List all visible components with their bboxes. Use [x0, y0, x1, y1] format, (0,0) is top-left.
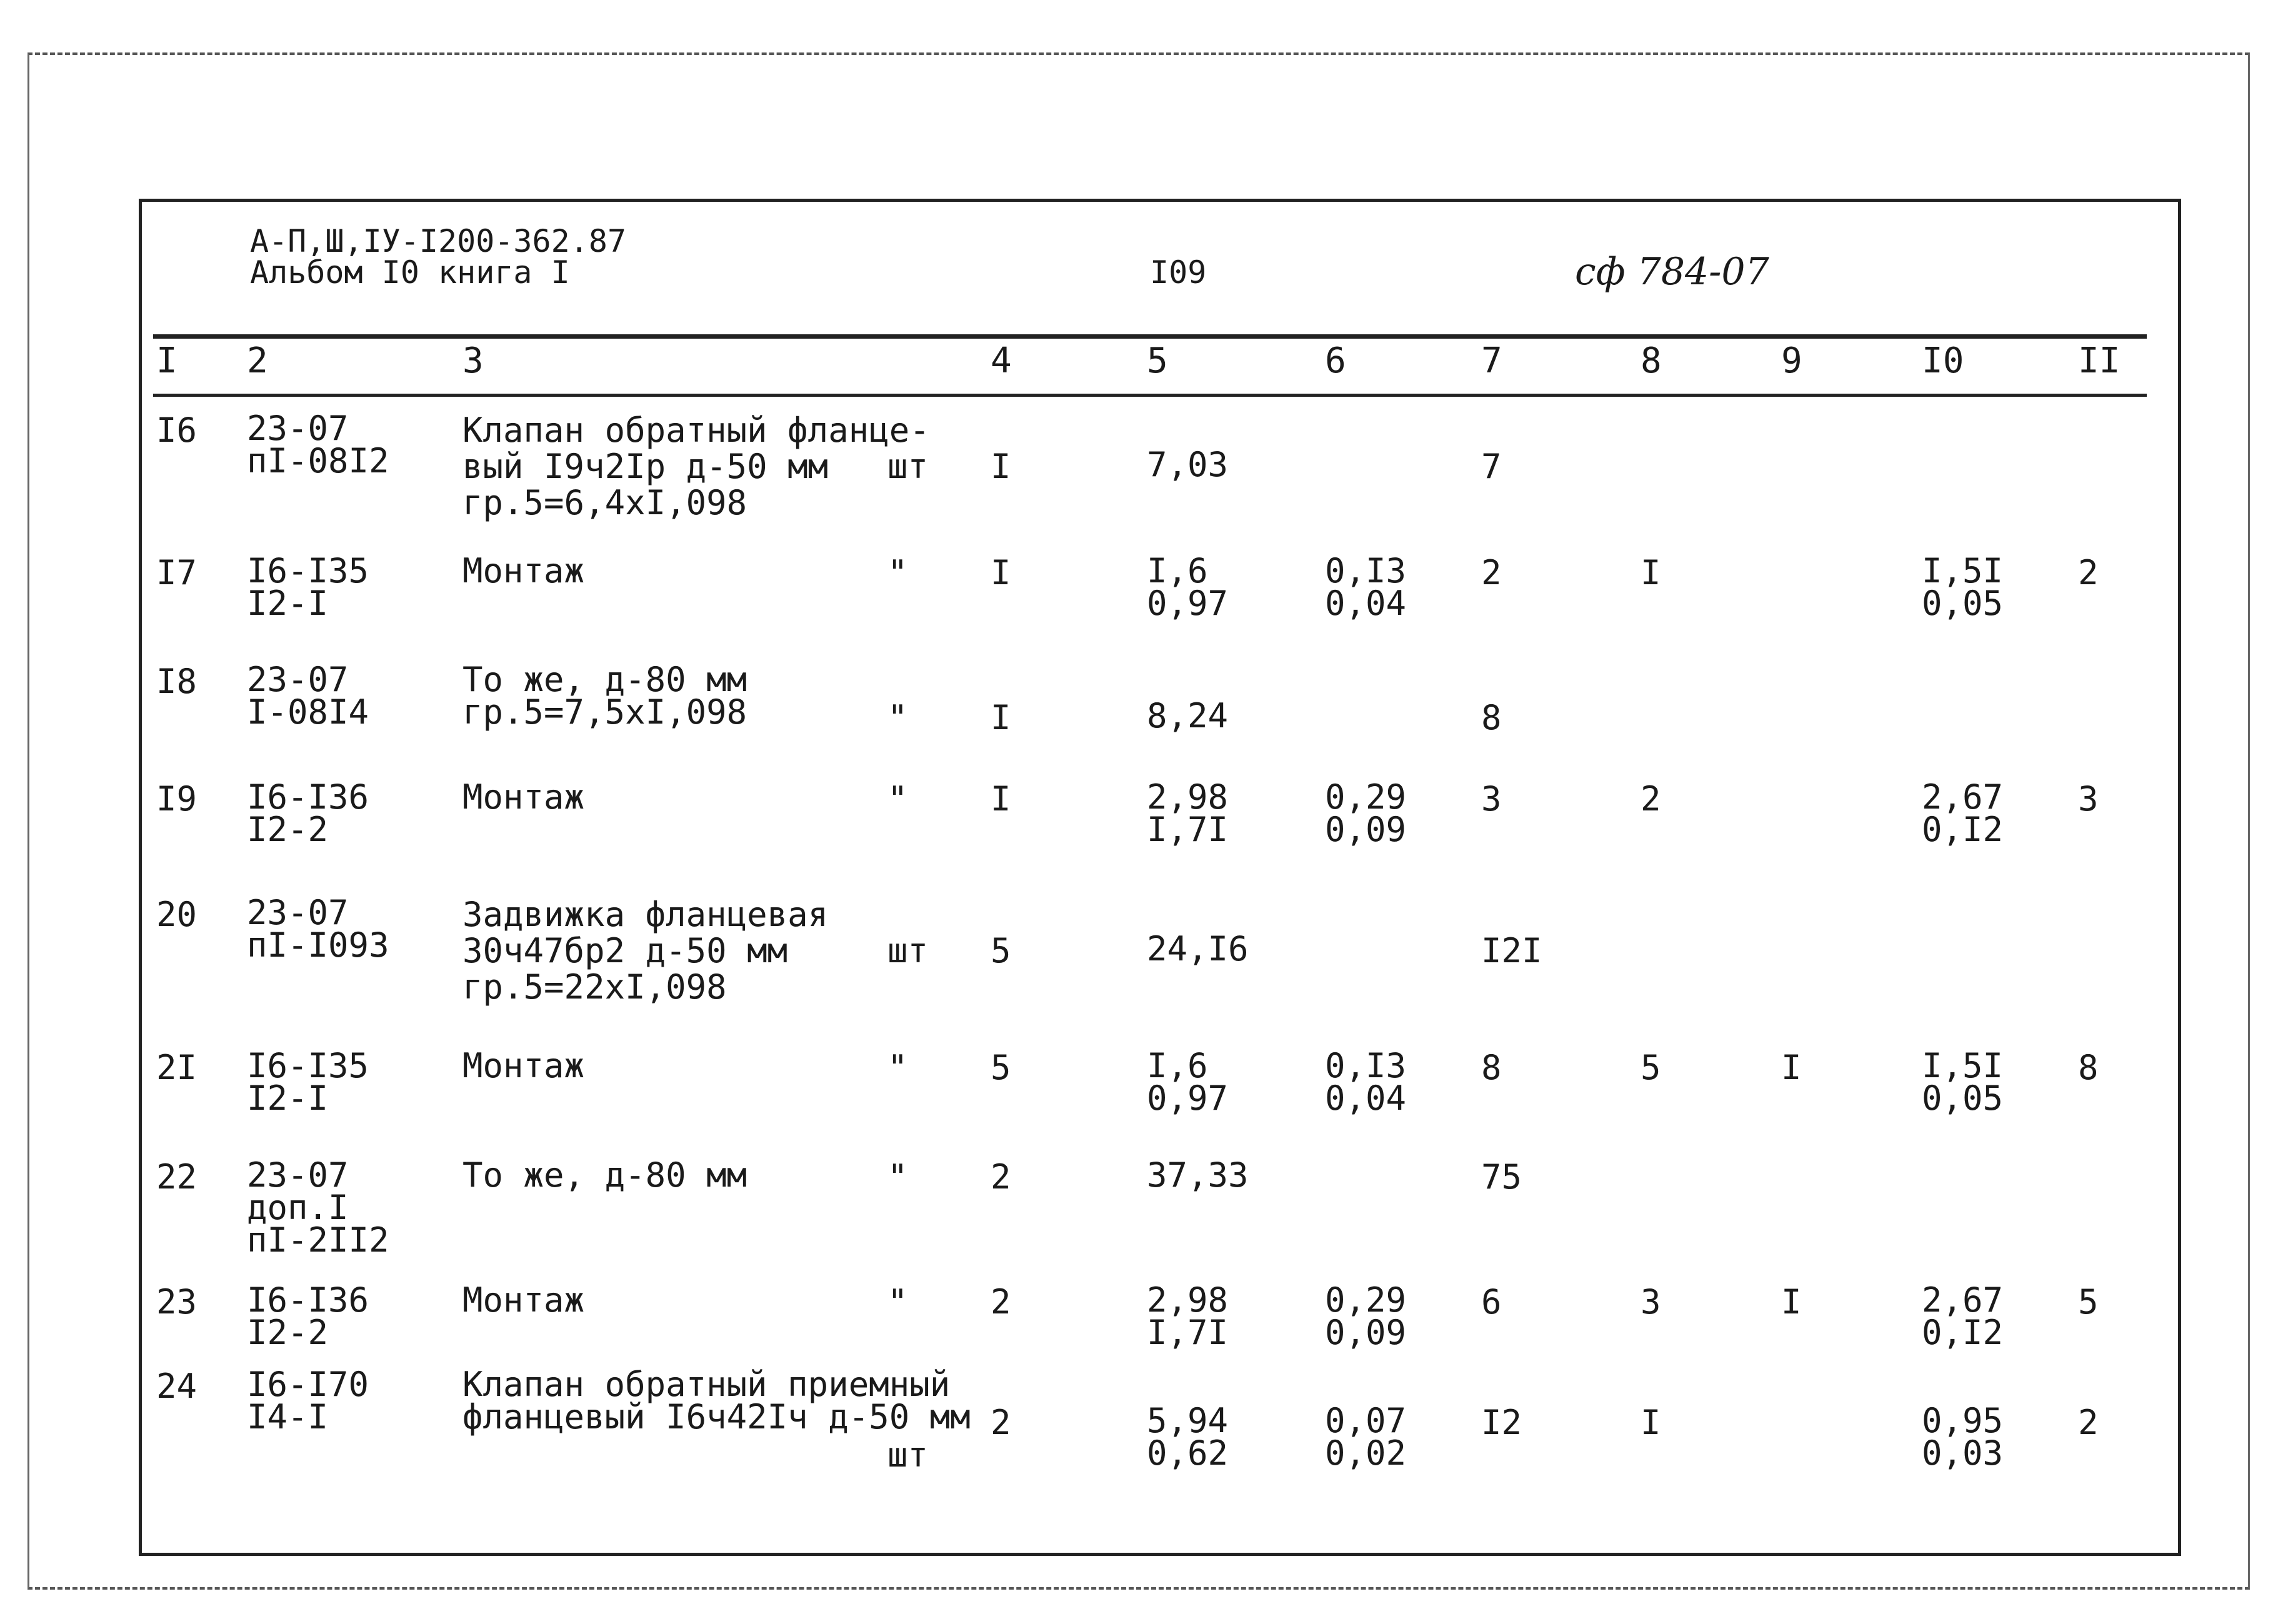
cell-c2-line: доп.I: [247, 1188, 349, 1227]
cell-c6-line: 0,04: [1325, 1079, 1407, 1118]
header-rule: [153, 334, 2147, 339]
cell-c7: 3: [1481, 779, 1502, 819]
cell-c3-line: Монтаж: [462, 1046, 585, 1085]
album-book: Альбом I0 книга I: [250, 254, 570, 291]
cell-c7: 8: [1481, 1048, 1502, 1087]
cell-c7: I2: [1481, 1403, 1522, 1442]
cell-c7: 8: [1481, 698, 1502, 737]
cell-c4: I: [991, 779, 1011, 819]
cell-c5-line: I,6: [1147, 551, 1208, 590]
column-header-3: 3: [462, 341, 484, 381]
cell-c1: 2I: [156, 1048, 197, 1087]
cell-c1: 23: [156, 1282, 197, 1322]
cell-c6-line: 0,04: [1325, 584, 1407, 623]
cell-c1: 22: [156, 1157, 197, 1197]
cell-c4: 5: [991, 1048, 1011, 1087]
cell-c3-line: вый I9ч2Iр д-50 мм: [462, 447, 829, 486]
cell-c4: I: [991, 698, 1011, 737]
column-header-11: II: [2078, 341, 2121, 381]
column-header-8: 8: [1641, 341, 1662, 381]
cell-c2-line: 23-07: [247, 409, 349, 448]
cell-c8: 5: [1641, 1048, 1661, 1087]
cell-c3-line: Монтаж: [462, 551, 585, 590]
cell-c3-line: Клапан обратный приемный: [462, 1365, 951, 1404]
page-number: I09: [1150, 254, 1207, 291]
column-header-10: I0: [1922, 341, 1964, 381]
cell-c10-line: 0,95: [1922, 1401, 2004, 1440]
cell-c11: 2: [2078, 553, 2099, 592]
cell-unit: ": [887, 698, 908, 737]
cell-c3-line: гр.5=6,4хI,098: [462, 483, 747, 522]
cell-c6-line: 0,09: [1325, 1313, 1407, 1352]
cell-c3-line: Монтаж: [462, 777, 585, 817]
cell-c2-line: I4-I: [247, 1397, 329, 1437]
cell-c9: I: [1781, 1048, 1802, 1087]
cell-c11: 3: [2078, 779, 2099, 819]
cell-c3-line: фланцевый I6ч42Iч д-50 мм: [462, 1397, 971, 1437]
cell-c5-line: 5,94: [1147, 1401, 1229, 1440]
cell-c7: I2I: [1481, 931, 1542, 970]
cell-unit: ": [887, 1282, 908, 1322]
cell-c5-line: 2,98: [1147, 1280, 1229, 1320]
cell-c5-line: 2,98: [1147, 777, 1229, 817]
document-frame: [139, 199, 2181, 1556]
cell-unit: ": [887, 553, 908, 592]
cell-c2-line: I2-I: [247, 584, 329, 623]
cell-c8: 2: [1641, 779, 1661, 819]
cell-c5-line: 0,97: [1147, 584, 1229, 623]
cell-unit: шт: [887, 447, 929, 486]
cell-unit: шт: [887, 1435, 929, 1475]
handwritten-note: сф 784-07: [1575, 250, 1769, 294]
cell-c5-line: 24,I6: [1147, 929, 1249, 969]
cell-c10-line: I,5I: [1922, 551, 2004, 590]
column-header-1: I: [156, 341, 177, 381]
cell-c4: 2: [991, 1282, 1011, 1322]
cell-c10-line: 2,67: [1922, 1280, 2004, 1320]
cell-c7: 6: [1481, 1282, 1502, 1322]
cell-c3-line: Задвижка фланцевая: [462, 895, 829, 934]
cell-c1: I7: [156, 553, 197, 592]
cell-c1: 24: [156, 1367, 197, 1406]
cell-c3-line: Клапан обратный фланце-: [462, 411, 930, 450]
cell-c11: 2: [2078, 1403, 2099, 1442]
cell-c5-line: 8,24: [1147, 696, 1229, 735]
cell-c8: I: [1641, 1403, 1661, 1442]
cell-c11: 5: [2078, 1282, 2099, 1322]
cell-c2-line: I6-I36: [247, 777, 369, 817]
cell-c1: 20: [156, 895, 197, 934]
cell-c8: I: [1641, 553, 1661, 592]
cell-c4: 2: [991, 1157, 1011, 1197]
cell-c7: 7: [1481, 447, 1502, 486]
cell-c4: I: [991, 553, 1011, 592]
cell-c4: 5: [991, 931, 1011, 970]
cell-c6-line: 0,07: [1325, 1401, 1407, 1440]
column-header-6: 6: [1325, 341, 1346, 381]
cell-c11: 8: [2078, 1048, 2099, 1087]
cell-c2-line: пI-2II2: [247, 1220, 389, 1260]
cell-c3-line: Монтаж: [462, 1280, 585, 1320]
cell-c10-line: 0,05: [1922, 584, 2004, 623]
cell-c5-line: 37,33: [1147, 1155, 1249, 1195]
cell-unit: ": [887, 1048, 908, 1087]
column-header-9: 9: [1781, 341, 1802, 381]
cell-c10-line: 2,67: [1922, 777, 2004, 817]
cell-c2-line: I2-2: [247, 810, 329, 849]
cell-c3-line: гр.5=22хI,098: [462, 967, 727, 1007]
cell-c8: 3: [1641, 1282, 1661, 1322]
cell-c6-line: 0,I3: [1325, 551, 1407, 590]
cell-c10-line: 0,03: [1922, 1433, 2004, 1473]
cell-c10-line: 0,I2: [1922, 1313, 2004, 1352]
column-header-7: 7: [1481, 341, 1502, 381]
cell-c2-line: 23-07: [247, 893, 349, 932]
cell-c2-line: 23-07: [247, 1155, 349, 1195]
cell-c2-line: I6-I35: [247, 1046, 369, 1085]
cell-c1: I6: [156, 411, 197, 450]
cell-c5-line: I,7I: [1147, 810, 1229, 849]
cell-c4: I: [991, 447, 1011, 486]
cell-c5-line: 0,62: [1147, 1433, 1229, 1473]
cell-unit: ": [887, 1157, 908, 1197]
cell-c2-line: 23-07: [247, 660, 349, 699]
cell-c6-line: 0,09: [1325, 810, 1407, 849]
cell-c5-line: 7,03: [1147, 445, 1229, 484]
cell-c2-line: I2-2: [247, 1313, 329, 1352]
cell-c4: 2: [991, 1403, 1011, 1442]
cell-c10-line: 0,05: [1922, 1079, 2004, 1118]
cell-c6-line: 0,29: [1325, 777, 1407, 817]
cell-unit: шт: [887, 931, 929, 970]
cell-c3-line: гр.5=7,5хI,098: [462, 692, 747, 732]
cell-c2-line: I6-I70: [247, 1365, 369, 1404]
column-header-4: 4: [991, 341, 1012, 381]
cell-c6-line: 0,02: [1325, 1433, 1407, 1473]
cell-c2-line: пI-I093: [247, 925, 389, 965]
cell-c7: 75: [1481, 1157, 1522, 1197]
column-header-2: 2: [247, 341, 268, 381]
cell-c1: I8: [156, 662, 197, 701]
cell-c5-line: I,6: [1147, 1046, 1208, 1085]
cell-c10-line: 0,I2: [1922, 810, 2004, 849]
cell-c5-line: I,7I: [1147, 1313, 1229, 1352]
cell-c6-line: 0,29: [1325, 1280, 1407, 1320]
cell-c9: I: [1781, 1282, 1802, 1322]
column-header-5: 5: [1147, 341, 1168, 381]
cell-c6-line: 0,I3: [1325, 1046, 1407, 1085]
column-header-rule: [153, 394, 2147, 397]
cell-c1: I9: [156, 779, 197, 819]
cell-c10-line: I,5I: [1922, 1046, 2004, 1085]
cell-c3-line: То же, д-80 мм: [462, 1155, 747, 1195]
cell-c2-line: I-08I4: [247, 692, 369, 732]
cell-c7: 2: [1481, 553, 1502, 592]
cell-unit: ": [887, 779, 908, 819]
cell-c2-line: I6-I36: [247, 1280, 369, 1320]
cell-c3-line: То же, д-80 мм: [462, 660, 747, 699]
cell-c3-line: 30ч47бр2 д-50 мм: [462, 931, 788, 970]
document-code: А-П,Ш,IУ-I200-362.87: [250, 223, 627, 259]
cell-c5-line: 0,97: [1147, 1079, 1229, 1118]
cell-c2-line: пI-08I2: [247, 441, 389, 481]
cell-c2-line: I2-I: [247, 1079, 329, 1118]
cell-c2-line: I6-I35: [247, 551, 369, 590]
